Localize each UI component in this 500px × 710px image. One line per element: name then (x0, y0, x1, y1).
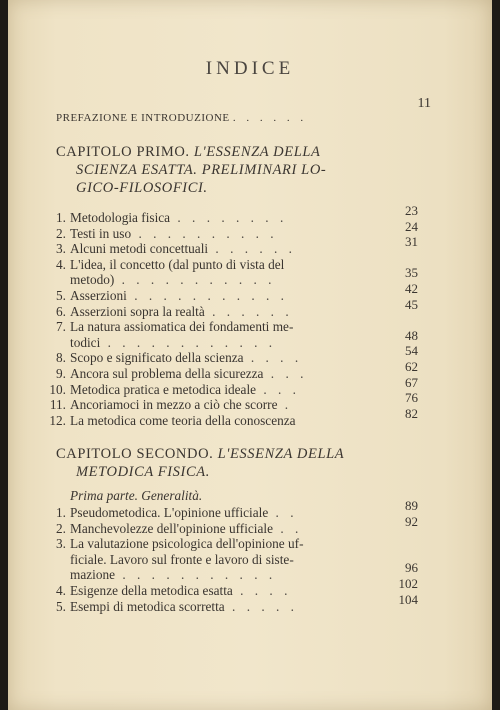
toc-entry (46, 350, 302, 366)
toc-leader-dots: . . . . . . . . . . (131, 225, 278, 241)
chapter1-prefix: CAPITOLO PRIMO. (56, 144, 194, 160)
chapter1-title-3: GICO-FILOSOFICI. (76, 180, 208, 196)
toc-entry (46, 567, 276, 583)
chapter1-title-1: L'ESSENZA DELLA (193, 144, 321, 160)
toc-entry-number: 3. (56, 241, 66, 257)
part-heading: Prima parte. Generalità. (70, 488, 203, 503)
toc-page-number: 35 (405, 265, 418, 281)
toc-entry-number: 1. (56, 505, 66, 520)
toc-entry-number: 6. (56, 303, 66, 319)
toc-entry-number: 2. (56, 520, 66, 536)
toc-entry-text: mazione (70, 567, 116, 583)
toc-leader-dots: . . . . . . . . . . . (115, 567, 277, 583)
toc-leader-dots: . . (273, 520, 303, 536)
toc-entry-number: 5. (56, 598, 66, 614)
toc-entry (46, 397, 292, 413)
toc-leader-dots: . . . . . . . . (170, 210, 288, 225)
toc-entry-text: La natura assiomatica dei fondamenti me- (70, 319, 294, 335)
toc-page-number: 23 (405, 203, 418, 218)
toc-leader-dots: . . . . . (224, 598, 298, 614)
toc-page-number: 31 (405, 234, 418, 250)
toc-entry-text: La valutazione psicologica dell'opinione uf- (70, 536, 304, 552)
toc-entry-text: Alcuni metodi concettuali (70, 241, 209, 257)
chapter1-heading (56, 143, 326, 197)
toc-entry (46, 413, 296, 429)
toc-entry-text: L'idea, il concetto (dal punto di vista del (70, 256, 285, 272)
toc-entry-text: Esigenze della metodica esatta (70, 583, 233, 598)
toc-entry-text: todici (70, 334, 101, 350)
toc-entry (46, 288, 288, 304)
preface-dots: . . . . . . (232, 112, 308, 124)
toc-leader-dots: . . . . . . . . . . . (114, 272, 276, 288)
toc-entry-text: Pseudometodica. L'opinione ufficiale (70, 505, 269, 520)
toc-leader-dots: . . . . . . (204, 303, 293, 319)
toc-page-number: 45 (405, 296, 418, 312)
chapter2-title-2: METODICA FISICA. (76, 464, 210, 480)
toc-entry-text: La metodica come teoria della conoscenza (70, 412, 296, 428)
toc-entry-text: metodo) (70, 272, 115, 288)
toc-page-number: 67 (405, 374, 418, 390)
toc-leader-dots: . . . . . . (208, 241, 296, 257)
toc-entry-text: Testi in uso (70, 225, 132, 241)
toc-page-number: 102 (398, 576, 418, 591)
toc-entry-number: 1. (56, 210, 66, 225)
toc-leader-dots: . . . . (243, 350, 303, 366)
chapter2-heading (56, 445, 344, 481)
toc-entry-number: 5. (56, 288, 66, 303)
chapter2-title-1: L'ESSENZA DELLA (217, 446, 345, 462)
toc-page-number: 42 (405, 281, 418, 296)
toc-entry (46, 599, 298, 615)
toc-page-number: 104 (398, 591, 418, 607)
toc-entry-number: 12. (49, 412, 66, 428)
toc-page-number: 92 (405, 513, 418, 529)
toc-entry-text: Manchevolezze dell'opinione ufficiale (70, 520, 273, 536)
toc-entry (46, 382, 300, 398)
toc-page-number: 82 (405, 405, 418, 421)
toc-entry (46, 521, 302, 537)
toc-entry-text: Asserzioni sopra la realtà (70, 303, 205, 319)
toc-entry-number: 3. (56, 536, 66, 552)
toc-page-number: 62 (405, 359, 418, 374)
toc-entry-number: 7. (56, 319, 66, 335)
preface-label: PREFAZIONE E INTRODUZIONE (56, 112, 230, 124)
preface-page: 11 (417, 96, 431, 111)
toc-leader-dots: . . . . (232, 583, 292, 598)
toc-entry (46, 335, 276, 351)
toc-entry-number: 8. (56, 350, 66, 366)
toc-entry-text: Metodologia fisica (70, 210, 171, 225)
chapter2-prefix: CAPITOLO SECONDO. (56, 446, 218, 462)
toc-page-number: 24 (405, 218, 418, 234)
toc-entry-text: Metodica pratica e metodica ideale (70, 381, 257, 397)
toc-entry-text: Asserzioni (70, 288, 127, 303)
toc-entry (46, 505, 298, 521)
toc-entry (46, 552, 294, 568)
toc-entry (46, 272, 275, 288)
toc-leader-dots: . . . (256, 381, 301, 397)
toc-entry (46, 304, 293, 320)
toc-entry-text: Scopo e significato della scienza (70, 350, 244, 366)
toc-entry (46, 241, 296, 257)
toc-leader-dots: . . (268, 505, 298, 520)
toc-entry-number: 4. (56, 256, 66, 272)
toc-leader-dots: . . . (263, 366, 308, 381)
toc-page-number: 54 (405, 343, 418, 359)
toc-page-number: 96 (405, 560, 418, 576)
toc-entry-number: 10. (49, 381, 66, 397)
toc-entry (46, 226, 278, 242)
chapter1-title-2: SCIENZA ESATTA. PRELIMINARI LO- (76, 162, 327, 178)
toc-entry-text: ficiale. Lavoro sul fronte e lavoro di siste- (70, 551, 294, 567)
toc-entry-number: 2. (56, 225, 66, 241)
toc-entry (46, 366, 307, 382)
toc-entry-text: Esempi di metodica scorretta (70, 598, 225, 614)
toc-entry-text: Ancora sul problema della sicurezza (70, 366, 264, 381)
toc-page-number: 89 (405, 498, 418, 513)
toc-entry (46, 210, 287, 226)
toc-leader-dots: . (277, 397, 293, 413)
preface-entry (56, 112, 307, 124)
toc-page-number: 48 (405, 327, 418, 343)
toc-entry (46, 257, 284, 273)
toc-leader-dots: . . . . . . . . . . . . (100, 334, 277, 350)
book-page (8, 0, 492, 710)
toc-entry (46, 536, 304, 552)
toc-entry-text: Ancoriamoci in mezzo a ciò che scorre (70, 397, 278, 413)
page-title: INDICE (205, 58, 295, 79)
toc-page-number: 76 (405, 390, 418, 406)
toc-entry-number: 11. (49, 397, 66, 413)
toc-entry-number: 9. (56, 366, 66, 381)
toc-leader-dots: . . . . . . . . . . . (126, 288, 289, 303)
toc-entry (46, 319, 293, 335)
toc-entry-number: 4. (56, 583, 66, 598)
toc-entry (46, 583, 291, 599)
